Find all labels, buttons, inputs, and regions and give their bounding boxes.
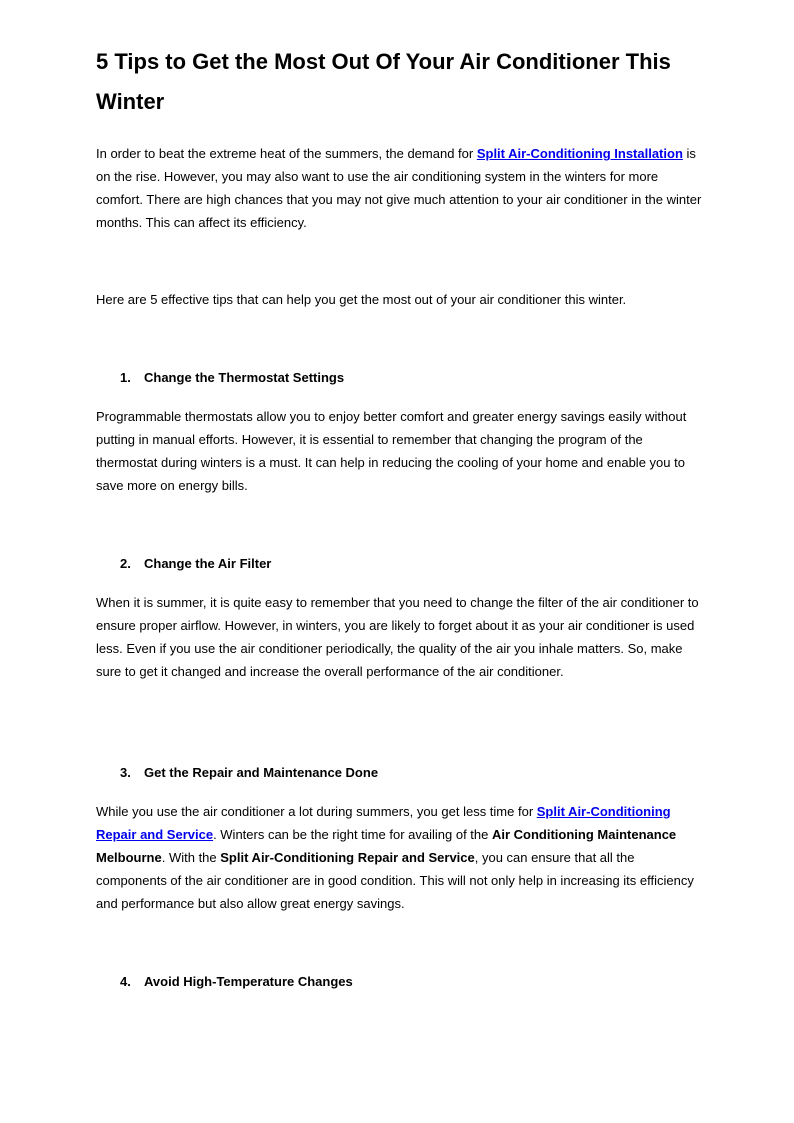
list-number: 1. <box>120 370 131 385</box>
section-title: Change the Thermostat Settings <box>144 370 345 385</box>
section-title: Change the Air Filter <box>144 556 272 571</box>
repair-text-4: , you can ensure that all the components of the air conditioner are in good condition. This will not only help in increasing its efficiency and performance but also allow great energy savings. <box>96 850 694 911</box>
intro-text-end: is on the rise. However, you may also want to use the air conditioning system in the winters for more comfort. There are high chances that you may not give much attention to your air conditioner in the winter months. This can affect its efficiency. <box>96 146 702 230</box>
intro-paragraph <box>96 142 702 234</box>
page-title: 5 Tips to Get the Most Out Of Your Air Conditioner This Winter <box>96 49 671 114</box>
section-body-air-filter: When it is summer, it is quite easy to remember that you need to change the filter of the air conditioner to ensure proper airflow. However, in winters, you are likely to forget about it as your air conditioner is used less. Even if you use the air conditioner periodically, the quality of the air you inhale matters. So, make sure to get it changed and increase the overall performance of the air conditioner. <box>96 595 699 679</box>
section-body-thermostat: Programmable thermostats allow you to enjoy better comfort and greater energy savings easily without putting in manual efforts. However, it is essential to remember that changing the program of the thermostat during winters is a must. It can help in reducing the cooling of your home and enable you to save more on energy bills. <box>96 409 687 493</box>
repair-service-bold: Split Air-Conditioning Repair and Service <box>220 850 475 865</box>
list-number: 2. <box>120 556 131 571</box>
repair-text-1: While you use the air conditioner a lot during summers, you get less time for <box>96 804 537 819</box>
list-number: 3. <box>120 765 131 780</box>
section-heading-temperature <box>120 972 353 992</box>
section-body-repair <box>96 800 702 915</box>
section-heading-air-filter <box>120 554 271 574</box>
intro-text-start: In order to beat the extreme heat of the summers, the demand for <box>96 146 477 161</box>
split-ac-repair-link[interactable]: Split Air-Conditioning Repair and Service <box>96 804 671 842</box>
lead-paragraph: Here are 5 effective tips that can help you get the most out of your air conditioner this winter. <box>96 292 627 307</box>
maintenance-melbourne-bold: Air Conditioning Maintenance Melbourne <box>96 827 677 865</box>
section-title: Avoid High-Temperature Changes <box>144 974 353 989</box>
repair-text-2: . Winters can be the right time for availing of the <box>213 827 492 842</box>
split-ac-installation-link[interactable]: Split Air-Conditioning Installation <box>476 146 683 161</box>
section-heading-thermostat <box>120 368 344 388</box>
section-title: Get the Repair and Maintenance Done <box>144 765 379 780</box>
section-heading-repair <box>120 763 378 783</box>
repair-text-3: . With the <box>161 850 221 865</box>
list-number: 4. <box>120 974 131 989</box>
